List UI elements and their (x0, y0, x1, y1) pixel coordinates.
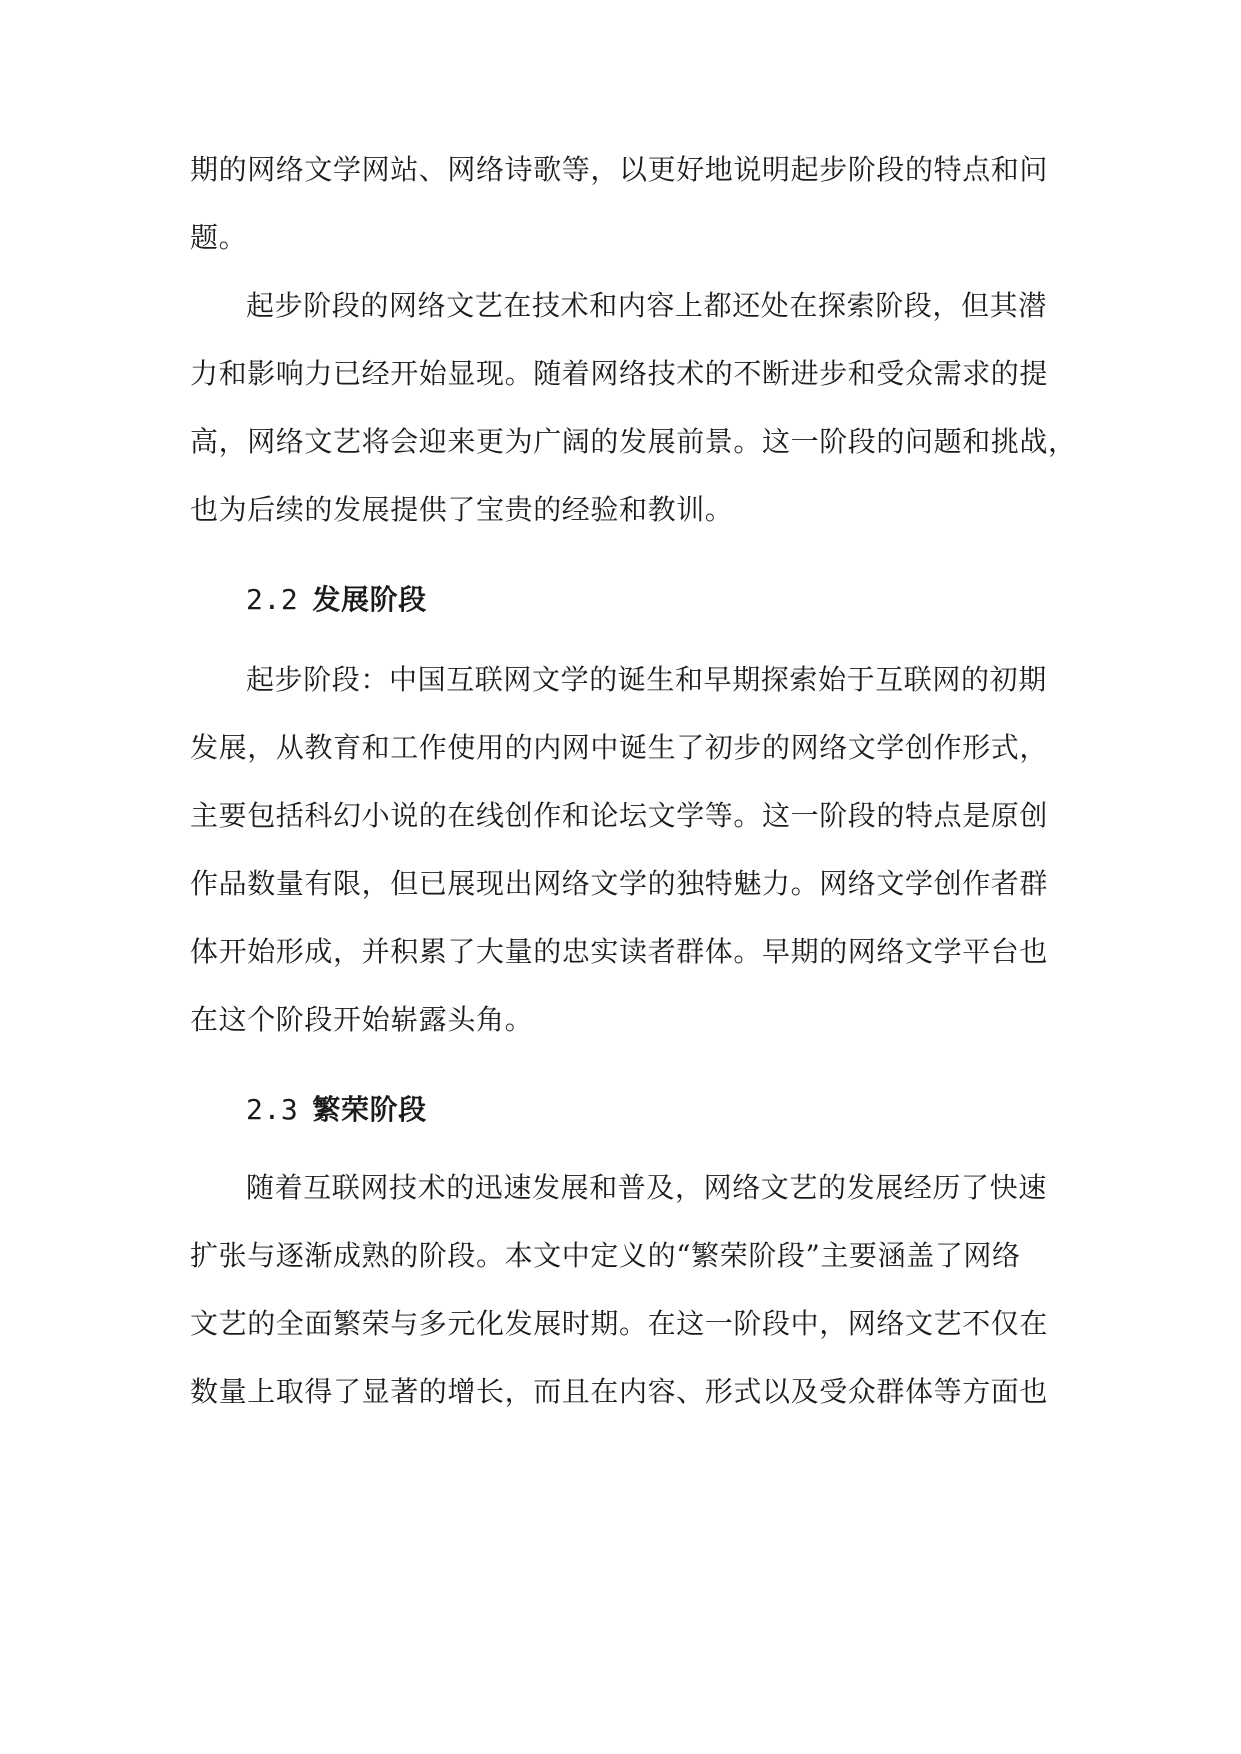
paragraph-3-line-3: 主要包括科幻小说的在线创作和论坛文学等。这一阶段的特点是原创 (190, 799, 1049, 832)
paragraph-2-line-3: 高，网络文艺将会迎来更为广阔的发展前景。这一阶段的问题和挑战， (190, 425, 1077, 458)
paragraph-3-line-6: 在这个阶段开始崭露头角。 (190, 1003, 534, 1036)
paragraph-3-line-4: 作品数量有限，但已展现出网络文学的独特魅力。网络文学创作者群 (190, 867, 1049, 900)
section-heading-2-3 (246, 1090, 427, 1130)
section-number: 2.3 (246, 1093, 299, 1126)
paragraph-2-line-4: 也为后续的发展提供了宝贵的经验和教训。 (190, 493, 734, 526)
paragraph-4-line-1: 随着互联网技术的迅速发展和普及，网络文艺的发展经历了快速 (246, 1171, 1047, 1204)
paragraph-1-line-1: 期的网络文学网站、网络诗歌等，以更好地说明起步阶段的特点和问 (190, 153, 1049, 186)
paragraph-4-line-4: 数量上取得了显著的增长，而且在内容、形式以及受众群体等方面也 (190, 1375, 1049, 1408)
paragraph-3-line-2: 发展，从教育和工作使用的内网中诞生了初步的网络文学创作形式， (190, 731, 1049, 764)
paragraph-4-line-3: 文艺的全面繁荣与多元化发展时期。在这一阶段中，网络文艺不仅在 (190, 1307, 1049, 1340)
paragraph-2-line-2: 力和影响力已经开始显现。随着网络技术的不断进步和受众需求的提 (190, 357, 1049, 390)
section-title: 繁荣阶段 (312, 1093, 427, 1126)
section-heading-2-2 (246, 580, 427, 620)
paragraph-1-line-2: 题。 (190, 221, 248, 254)
paragraph-3-line-5: 体开始形成，并积累了大量的忠实读者群体。早期的网络文学平台也 (190, 935, 1049, 968)
paragraph-3-line-1: 起步阶段：中国互联网文学的诞生和早期探索始于互联网的初期 (246, 663, 1047, 696)
section-title: 发展阶段 (312, 583, 427, 616)
section-number: 2.2 (246, 583, 299, 616)
paragraph-2-line-1: 起步阶段的网络文艺在技术和内容上都还处在探索阶段，但其潜 (246, 289, 1047, 322)
paragraph-4-line-2: 扩张与逐渐成熟的阶段。本文中定义的“繁荣阶段”主要涵盖了网络 (190, 1239, 1021, 1272)
